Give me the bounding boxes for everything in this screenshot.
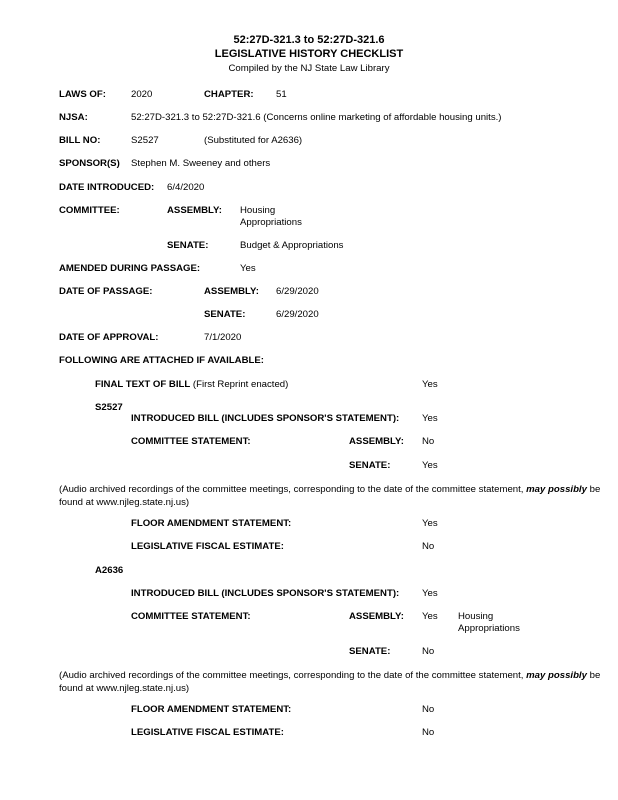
a2636-senate-value: No [422, 646, 435, 657]
committee-senate-label: SENATE: [167, 240, 209, 251]
committee-senate-value: Budget & Appropriations [240, 240, 344, 251]
title-line-2: LEGISLATIVE HISTORY CHECKLIST [214, 48, 404, 60]
amended-label: AMENDED DURING PASSAGE: [59, 263, 201, 274]
s2527-fiscal-label: LEGISLATIVE FISCAL ESTIMATE: [131, 541, 284, 552]
a2636-assembly-value: Yes [422, 611, 438, 622]
title-line-1: 52:27D-321.3 to 52:27D-321.6 [233, 34, 385, 46]
s2527-heading: S2527 [95, 402, 123, 413]
audio-note-text-end: be found at www.njleg.state.nj.us) [59, 484, 601, 508]
njsa-value: 52:27D-321.3 to 52:27D-321.6 (Concerns online marketing of affordable housing units.) [131, 112, 502, 123]
chapter-label: CHAPTER: [204, 89, 254, 100]
s2527-introduced-label: INTRODUCED BILL (INCLUDES SPONSOR'S STATEMENT): [131, 413, 400, 424]
a2636-heading: A2636 [95, 565, 124, 576]
a2636-committee-label: COMMITTEE STATEMENT: [131, 611, 251, 622]
final-text-value: Yes [422, 379, 438, 390]
audio-note-text-end: be found at www.njleg.state.nj.us) [59, 670, 601, 694]
committee-assembly-2: Appropriations [240, 217, 302, 228]
subtitle: Compiled by the NJ State Law Library [228, 63, 390, 74]
passage-label: DATE OF PASSAGE: [59, 286, 153, 297]
a2636-assembly-committee-1: Housing [458, 611, 494, 622]
passage-senate-label: SENATE: [204, 309, 246, 320]
final-text-detail: (First Reprint enacted) [192, 379, 289, 390]
audio-note-2 [59, 669, 604, 695]
passage-assembly-label: ASSEMBLY: [204, 286, 259, 297]
a2636-introduced-value: Yes [422, 588, 438, 599]
a2636-floor-value: No [422, 704, 435, 715]
approval-label: DATE OF APPROVAL: [59, 332, 159, 343]
amended-value: Yes [240, 263, 256, 274]
s2527-senate-value: Yes [422, 460, 438, 471]
a2636-fiscal-value: No [422, 727, 435, 738]
sponsors-label: SPONSOR(S) [59, 158, 120, 169]
a2636-introduced-label: INTRODUCED BILL (INCLUDES SPONSOR'S STATEMENT): [131, 588, 400, 599]
s2527-fiscal-value: No [422, 541, 435, 552]
a2636-assembly-committee-2: Appropriations [458, 623, 520, 634]
approval-value: 7/1/2020 [204, 332, 242, 343]
s2527-introduced-value: Yes [422, 413, 438, 424]
audio-note-text: (Audio archived recordings of the committee meetings, corresponding to the date of the committee statement, [59, 484, 527, 495]
final-text-label: FINAL TEXT OF BILL [95, 379, 191, 390]
s2527-senate-label: SENATE: [349, 460, 391, 471]
date-introduced-value: 6/4/2020 [167, 182, 205, 193]
s2527-floor-label: FLOOR AMENDMENT STATEMENT: [131, 518, 292, 529]
attached-heading: FOLLOWING ARE ATTACHED IF AVAILABLE: [59, 355, 264, 366]
sponsors-value: Stephen M. Sweeney and others [131, 158, 271, 169]
committee-assembly-1: Housing [240, 205, 276, 216]
laws-of-label: LAWS OF: [59, 89, 106, 100]
a2636-assembly-label: ASSEMBLY: [349, 611, 404, 622]
committee-assembly-label: ASSEMBLY: [167, 205, 222, 216]
committee-label: COMMITTEE: [59, 205, 120, 216]
s2527-assembly-label: ASSEMBLY: [349, 436, 404, 447]
bill-substituted: (Substituted for A2636) [204, 135, 303, 146]
s2527-committee-label: COMMITTEE STATEMENT: [131, 436, 251, 447]
a2636-fiscal-label: LEGISLATIVE FISCAL ESTIMATE: [131, 727, 284, 738]
passage-senate-value: 6/29/2020 [276, 309, 319, 320]
bill-no-value: S2527 [131, 135, 159, 146]
final-text-row [95, 379, 288, 390]
chapter-value: 51 [276, 89, 287, 100]
passage-assembly-value: 6/29/2020 [276, 286, 319, 297]
s2527-assembly-value: No [422, 436, 435, 447]
njsa-label: NJSA: [59, 112, 88, 123]
audio-note-emphasis: may possibly [526, 484, 587, 495]
s2527-floor-value: Yes [422, 518, 438, 529]
a2636-senate-label: SENATE: [349, 646, 391, 657]
laws-of-value: 2020 [131, 89, 153, 100]
audio-note-emphasis: may possibly [526, 670, 587, 681]
bill-no-label: BILL NO: [59, 135, 101, 146]
date-introduced-label: DATE INTRODUCED: [59, 182, 155, 193]
audio-note-1 [59, 483, 604, 509]
audio-note-text: (Audio archived recordings of the committee meetings, corresponding to the date of the committee statement, [59, 670, 527, 681]
a2636-floor-label: FLOOR AMENDMENT STATEMENT: [131, 704, 292, 715]
